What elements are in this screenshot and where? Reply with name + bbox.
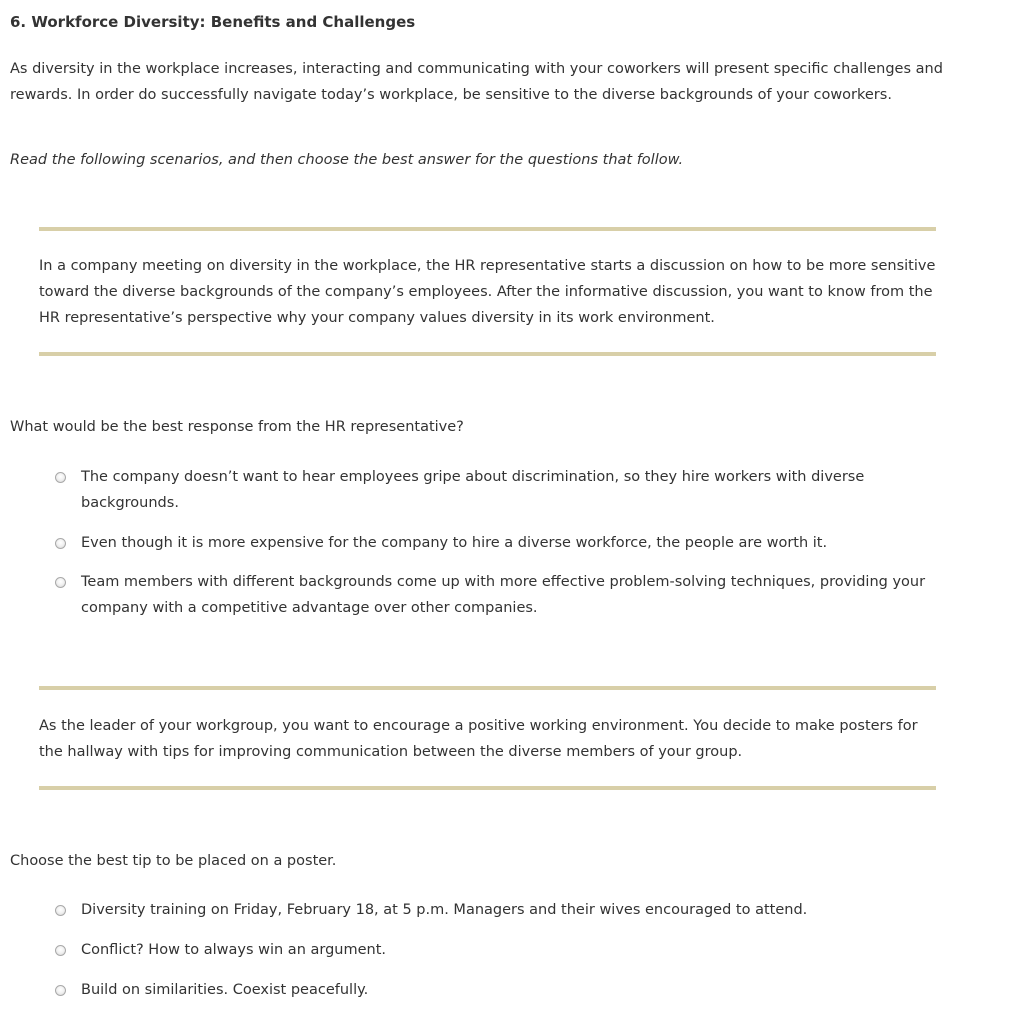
radio-button[interactable] [55,472,66,483]
scenario-2-bottom-rule [39,786,936,790]
scenario-2-question: Choose the best tip to be placed on a poster. [10,853,337,869]
option-label[interactable]: The company doesn’t want to hear employees gripe about discrimination, so they hire workers with diverse backgrounds. [81,469,865,511]
radio-button[interactable] [55,538,66,549]
question-title: 6. Workforce Diversity: Benefits and Challenges [10,13,416,31]
option-label[interactable]: Build on similarities. Coexist peacefully. [81,982,369,998]
option-label[interactable]: Even though it is more expensive for the company to hire a diverse workforce, the people are worth it. [81,535,828,551]
radio-button[interactable] [55,985,66,996]
scenario-2-top-rule [39,686,936,690]
intro-paragraph: As diversity in the workplace increases, interacting and communicating with your coworkers will present specific challenges and rewards. In order do successfully navigate today’s workplace, be sensitive to the diverse backgrounds of your coworkers. [10,61,943,103]
scenario-1-bottom-rule [39,352,936,356]
option-label[interactable]: Conflict? How to always win an argument. [81,942,387,958]
scenario-1-top-rule [39,227,936,231]
radio-button[interactable] [55,905,66,916]
instruction-text: Read the following scenarios, and then choose the best answer for the questions that follow. [10,152,684,168]
scenario-2-text: As the leader of your workgroup, you want to encourage a positive working environment. You decide to make posters for the hallway with tips for improving communication between the diverse members of your group. [39,718,918,760]
option-label[interactable]: Team members with different backgrounds come up with more effective problem-solving techniques, providing your company with a competitive advantage over other companies. [81,574,926,616]
radio-button[interactable] [55,945,66,956]
radio-button[interactable] [55,577,66,588]
scenario-1-text: In a company meeting on diversity in the workplace, the HR representative starts a discussion on how to be more sensitive toward the diverse backgrounds of the company’s employees. After the informative discussion, you want to know from the HR representative’s perspective why your company values diversity in its work environment. [39,258,936,326]
scenario-1-question: What would be the best response from the HR representative? [10,419,464,435]
option-label[interactable]: Diversity training on Friday, February 18, at 5 p.m. Managers and their wives encouraged to attend. [81,902,808,918]
